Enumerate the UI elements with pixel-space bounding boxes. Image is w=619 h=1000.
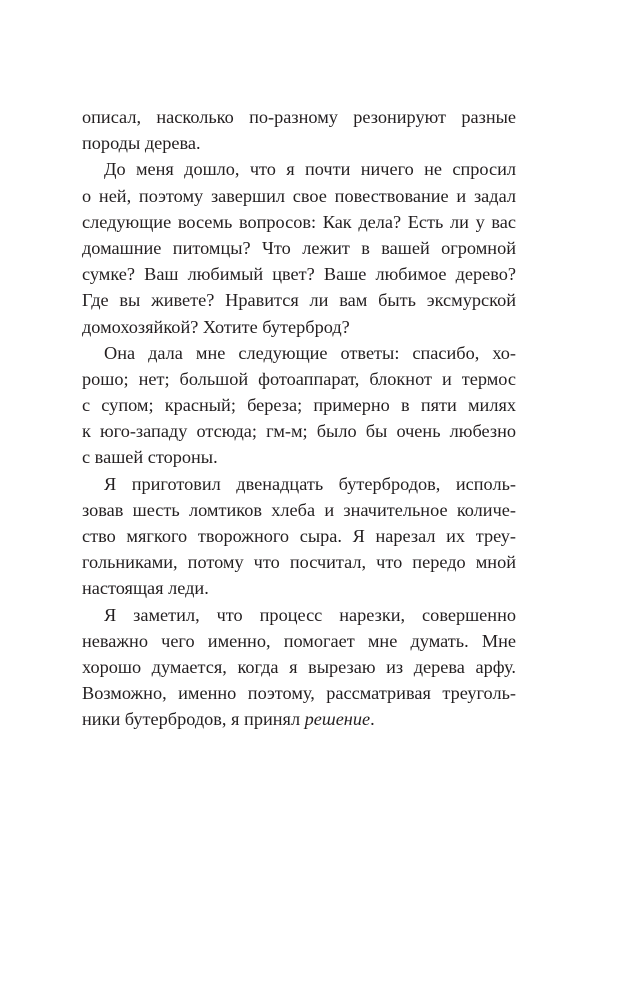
text-line: с вашей стороны. bbox=[82, 447, 218, 468]
text-line: Возможно, именно поэтому, рассматривая треуголь- bbox=[82, 683, 516, 704]
text-line: Она дала мне следующие ответы: спасибо, хо- bbox=[104, 342, 516, 363]
text-line: домохозяйкой? Хотите бутерброд? bbox=[82, 316, 350, 337]
text-line: о ней, поэтому завершил свое повествование и задал bbox=[82, 185, 516, 206]
text-line: с супом; красный; береза; примерно в пяти милях bbox=[82, 395, 516, 416]
text-line: описал, насколько по-разному резонируют разные bbox=[82, 107, 516, 127]
text-line: сумке? Ваш любимый цвет? Ваше любимое дерево? bbox=[82, 264, 516, 285]
text-line: породы дерева. bbox=[82, 133, 201, 154]
text-line: рошо; нет; большой фотоаппарат, блокнот и термос bbox=[82, 368, 516, 389]
text-line: гольниками, потому что посчитал, что передо мной bbox=[82, 552, 516, 573]
text-line: Я приготовил двенадцать бутербродов, исполь- bbox=[104, 473, 516, 494]
text-line: к юго-западу отсюда; гм-м; было бы очень любезно bbox=[82, 421, 516, 442]
text-line: зовав шесть ломтиков хлеба и значительное количе- bbox=[82, 499, 516, 520]
text-line: неважно чего именно, помогает мне думать. Мне bbox=[82, 630, 516, 651]
text-line: домашние питомцы? Что лежит в вашей огромной bbox=[82, 237, 516, 258]
text-line: ство мягкого творожного сыра. Я нарезал их треу- bbox=[82, 526, 516, 546]
italic-emphasis: решение bbox=[304, 709, 371, 730]
final-line-period: . bbox=[370, 709, 375, 730]
text-line: хорошо думается, когда я вырезаю из дерева арфу. bbox=[82, 656, 516, 677]
text-line: Где вы живете? Нравится ли вам быть эксмурской bbox=[82, 290, 516, 311]
final-line-text: ники бутербродов, я принял bbox=[82, 709, 305, 730]
text-line: следующие восемь вопросов: Как дела? Есть ли у вас bbox=[82, 211, 516, 232]
page-body-text bbox=[82, 104, 516, 733]
text-line: До меня дошло, что я почти ничего не спросил bbox=[104, 159, 516, 180]
text-line bbox=[82, 706, 516, 732]
text-line: настоящая леди. bbox=[82, 578, 209, 599]
text-line: Я заметил, что процесс нарезки, совершенно bbox=[104, 604, 516, 625]
